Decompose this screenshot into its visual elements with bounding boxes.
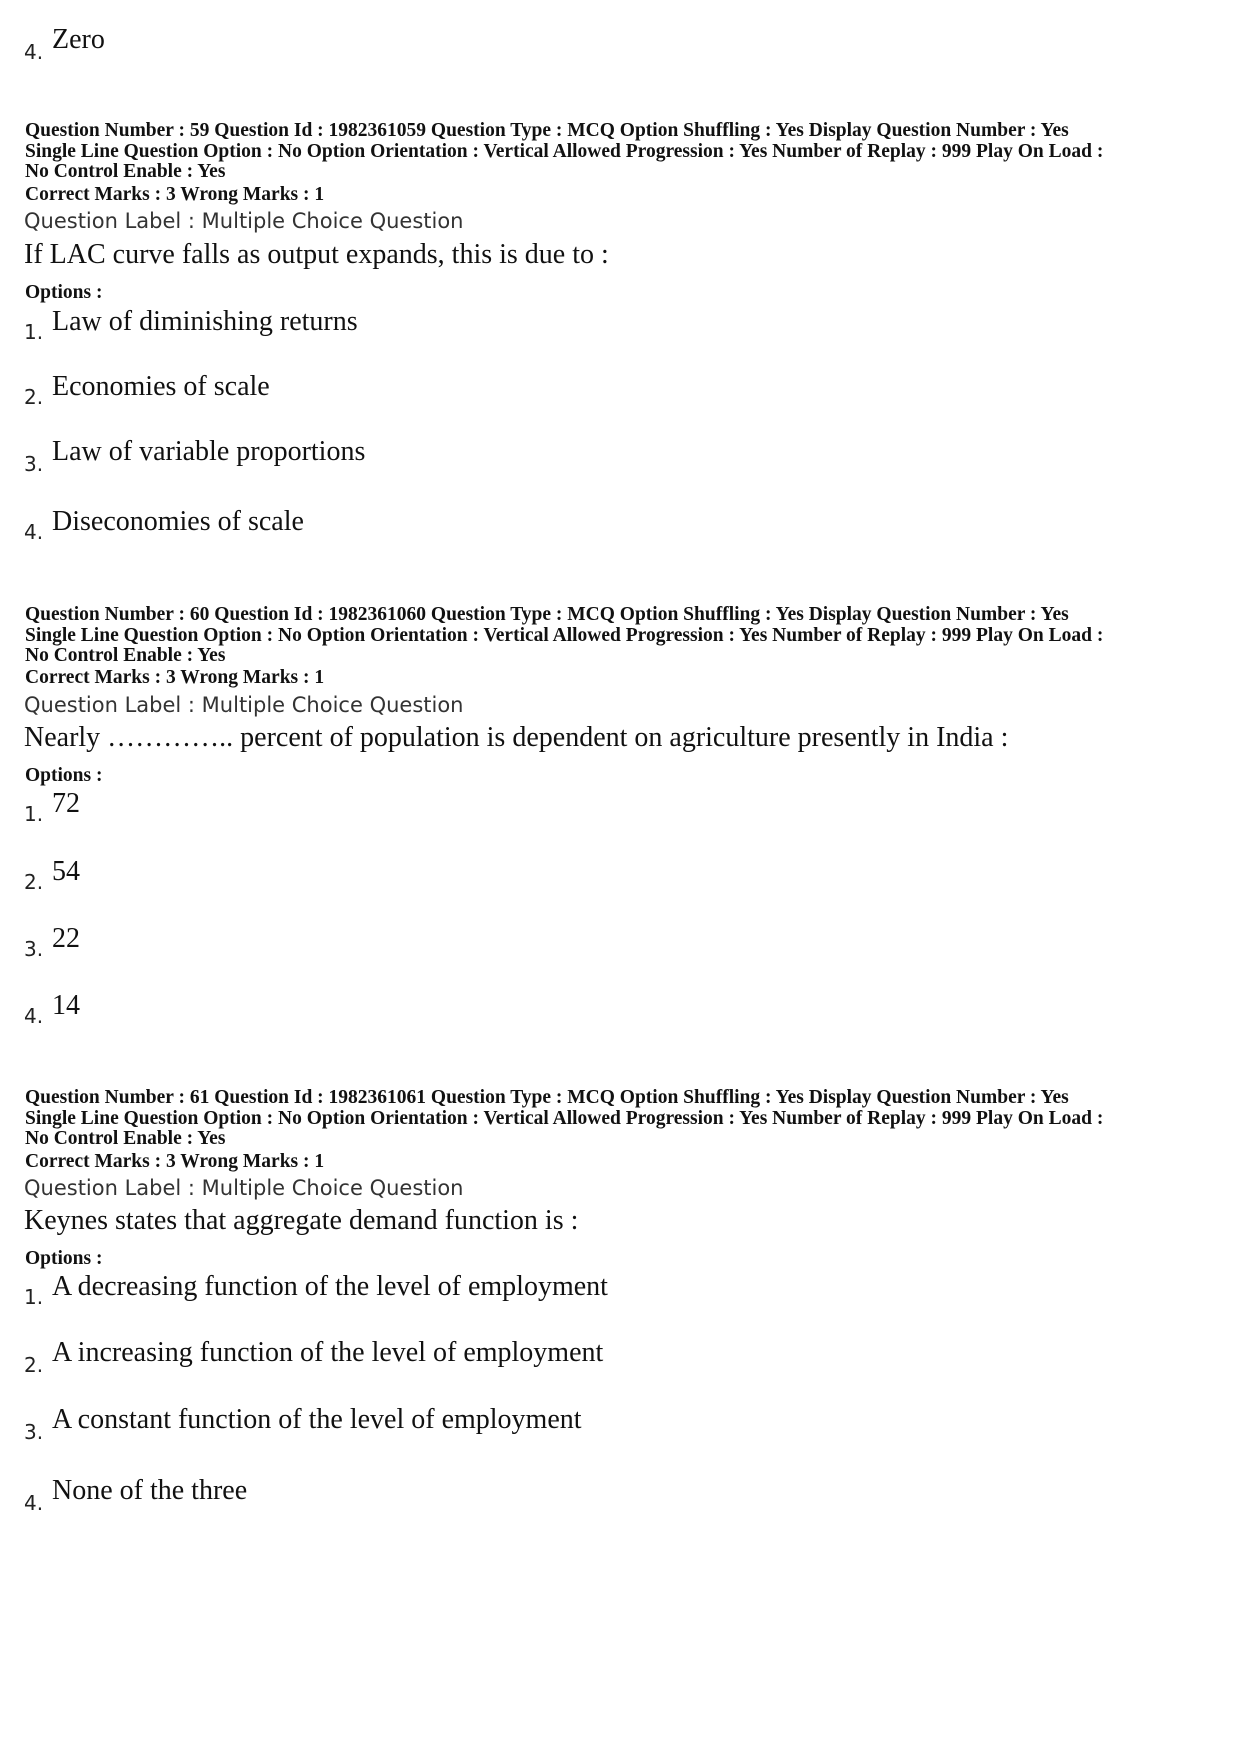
option-text: A increasing function of the level of employment	[52, 1337, 604, 1368]
meta-line: Single Line Question Option : No Option Orientation : Vertical Allowed Progression : Yes Number of Replay : 999 Play On Load :	[25, 140, 1104, 162]
option-number: 4.	[24, 1004, 44, 1028]
question-59-text: If LAC curve falls as output expands, this is due to :	[24, 239, 609, 270]
option-text: Law of diminishing returns	[52, 306, 358, 337]
option-text: Economies of scale	[52, 371, 270, 402]
question-59-marks: Correct Marks : 3 Wrong Marks : 1	[25, 184, 325, 205]
option-text: 22	[52, 923, 80, 954]
option-number: 1.	[24, 1285, 44, 1309]
question-59-metadata	[25, 121, 1215, 183]
option-text: 72	[52, 788, 80, 819]
option-number: 2.	[24, 385, 44, 409]
option-number: 4.	[24, 520, 44, 544]
meta-line: Question Number : 59 Question Id : 1982361059 Question Type : MCQ Option Shuffling : Yes Display Question Number : Yes	[25, 120, 1069, 141]
option-text: A constant function of the level of employment	[52, 1404, 582, 1435]
question-59-options-label: Options :	[25, 282, 103, 303]
option-text: A decreasing function of the level of employment	[52, 1271, 608, 1302]
option-number: 3.	[24, 1420, 44, 1444]
question-60-metadata	[25, 605, 1215, 667]
question-61-label: Question Label : Multiple Choice Question	[24, 1176, 464, 1200]
option-number: 1.	[24, 802, 44, 826]
question-60-options-label: Options :	[25, 765, 103, 786]
option-text: Zero	[52, 24, 105, 55]
question-61-text: Keynes states that aggregate demand function is :	[24, 1205, 579, 1236]
meta-line: No Control Enable : Yes	[25, 161, 226, 182]
question-61-marks: Correct Marks : 3 Wrong Marks : 1	[25, 1151, 325, 1172]
meta-line: No Control Enable : Yes	[25, 645, 226, 666]
option-number: 2.	[24, 870, 44, 894]
meta-line: Question Number : 61 Question Id : 1982361061 Question Type : MCQ Option Shuffling : Yes Display Question Number : Yes	[25, 1087, 1069, 1108]
option-number: 3.	[24, 937, 44, 961]
option-text: Diseconomies of scale	[52, 506, 304, 537]
option-text: None of the three	[52, 1475, 248, 1506]
question-61-options-label: Options :	[25, 1248, 103, 1269]
question-60-label: Question Label : Multiple Choice Question	[24, 693, 464, 717]
option-number: 4.	[24, 1491, 44, 1515]
question-60-marks: Correct Marks : 3 Wrong Marks : 1	[25, 667, 325, 688]
option-text: Law of variable proportions	[52, 436, 366, 467]
meta-line: Question Number : 60 Question Id : 1982361060 Question Type : MCQ Option Shuffling : Yes Display Question Number : Yes	[25, 604, 1069, 625]
question-61-metadata	[25, 1088, 1215, 1150]
option-number: 1.	[24, 320, 44, 344]
option-text: 54	[52, 856, 80, 887]
meta-line: Single Line Question Option : No Option Orientation : Vertical Allowed Progression : Yes Number of Replay : 999 Play On Load :	[25, 1107, 1104, 1129]
question-59-label: Question Label : Multiple Choice Question	[24, 209, 464, 233]
option-number: 4.	[24, 40, 44, 64]
option-text: 14	[52, 990, 80, 1021]
option-number: 3.	[24, 452, 44, 476]
question-60-text: Nearly ………….. percent of population is dependent on agriculture presently in India :	[24, 722, 1009, 753]
meta-line: No Control Enable : Yes	[25, 1128, 226, 1149]
option-number: 2.	[24, 1353, 44, 1377]
meta-line: Single Line Question Option : No Option Orientation : Vertical Allowed Progression : Yes Number of Replay : 999 Play On Load :	[25, 624, 1104, 646]
